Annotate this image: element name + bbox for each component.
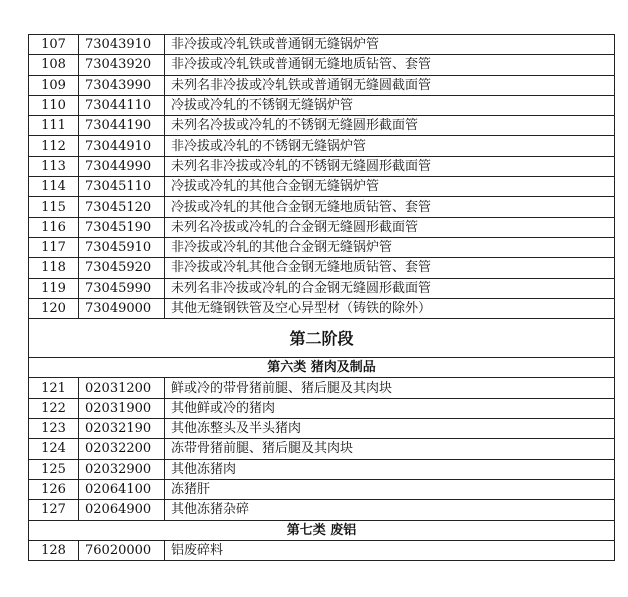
row-number: 114 [29,177,79,197]
goods-description: 非冷拔或冷轧其他合金钢无缝地质钻管、套管 [165,258,615,278]
row-number: 127 [29,500,79,520]
table-row [29,298,615,318]
goods-description: 其他鲜或冷的猪肉 [165,398,615,418]
row-number: 128 [29,540,79,560]
hs-code: 02031200 [79,378,165,398]
goods-description: 其他无缝钢铁管及空心异型材（铸铁的除外） [165,298,615,318]
stage-heading: 第二阶段 [29,319,615,358]
goods-description: 冻猪肝 [165,479,615,499]
hs-code: 02032200 [79,439,165,459]
table-row [29,177,615,197]
goods-description: 非冷拔或冷轧铁或普通钢无缝锅炉管 [165,35,615,55]
table-row [29,439,615,459]
table-row [29,136,615,156]
tariff-table [28,34,615,561]
goods-description: 冻带骨猪前腿、猪后腿及其肉块 [165,439,615,459]
hs-code: 73043920 [79,55,165,75]
hs-code: 73045120 [79,197,165,217]
table-row [29,500,615,520]
row-number: 115 [29,197,79,217]
hs-code: 73044190 [79,116,165,136]
hs-code: 02064900 [79,500,165,520]
hs-code: 02032190 [79,419,165,439]
row-number: 116 [29,217,79,237]
hs-code: 73045910 [79,237,165,257]
table-row [29,237,615,257]
table-row [29,479,615,499]
row-number: 126 [29,479,79,499]
goods-description: 冷拔或冷轧的其他合金钢无缝地质钻管、套管 [165,197,615,217]
table-row [29,156,615,176]
goods-description: 非冷拔或冷轧铁或普通钢无缝地质钻管、套管 [165,55,615,75]
table-row [29,398,615,418]
row-number: 118 [29,258,79,278]
hs-code: 73045990 [79,278,165,298]
row-number: 107 [29,35,79,55]
table-row [29,217,615,237]
table-row [29,278,615,298]
row-number: 111 [29,116,79,136]
table-section-steel-pipes [29,35,615,319]
row-number: 112 [29,136,79,156]
goods-description: 铝废碎料 [165,540,615,560]
hs-code: 02031900 [79,398,165,418]
stage-heading-row [29,319,615,358]
goods-description: 未列名冷拔或冷轧的合金钢无缝圆形截面管 [165,217,615,237]
row-number: 108 [29,55,79,75]
goods-description: 非冷拔或冷轧的其他合金钢无缝锅炉管 [165,237,615,257]
table-section-pork [29,378,615,520]
table-row [29,197,615,217]
hs-code: 73044110 [79,95,165,115]
table-row [29,419,615,439]
category-row [29,520,615,540]
table-section-aluminium [29,540,615,560]
goods-description: 其他冻猪肉 [165,459,615,479]
row-number: 109 [29,75,79,95]
hs-code: 73044990 [79,156,165,176]
table-row [29,116,615,136]
goods-description: 未列名非冷拔或冷轧铁或普通钢无缝圆截面管 [165,75,615,95]
category-heading-pork: 第六类 猪肉及制品 [29,358,615,378]
row-number: 119 [29,278,79,298]
goods-description: 非冷拔或冷轧的不锈钢无缝锅炉管 [165,136,615,156]
table-row [29,378,615,398]
row-number: 122 [29,398,79,418]
hs-code: 76020000 [79,540,165,560]
category-heading-aluminium: 第七类 废铝 [29,520,615,540]
row-number: 124 [29,439,79,459]
table-section-category-7 [29,520,615,540]
row-number: 113 [29,156,79,176]
hs-code: 73045920 [79,258,165,278]
row-number: 121 [29,378,79,398]
hs-code: 02064100 [79,479,165,499]
row-number: 125 [29,459,79,479]
table-row [29,95,615,115]
table-row [29,540,615,560]
hs-code: 02032900 [79,459,165,479]
hs-code: 73044910 [79,136,165,156]
row-number: 123 [29,419,79,439]
hs-code: 73043990 [79,75,165,95]
goods-description: 未列名非冷拔或冷轧的不锈钢无缝圆形截面管 [165,156,615,176]
goods-description: 鲜或冷的带骨猪前腿、猪后腿及其肉块 [165,378,615,398]
goods-description: 其他冻猪杂碎 [165,500,615,520]
table-row [29,258,615,278]
hs-code: 73049000 [79,298,165,318]
goods-description: 未列名非冷拔或冷轧的合金钢无缝圆形截面管 [165,278,615,298]
row-number: 117 [29,237,79,257]
hs-code: 73045190 [79,217,165,237]
hs-code: 73045110 [79,177,165,197]
goods-description: 冷拔或冷轧的不锈钢无缝锅炉管 [165,95,615,115]
table-section-stage [29,319,615,378]
table-row [29,35,615,55]
category-row [29,358,615,378]
table-row [29,459,615,479]
goods-description: 未列名冷拔或冷轧的不锈钢无缝圆形截面管 [165,116,615,136]
table-row [29,55,615,75]
hs-code: 73043910 [79,35,165,55]
goods-description: 冷拔或冷轧的其他合金钢无缝锅炉管 [165,177,615,197]
row-number: 110 [29,95,79,115]
row-number: 120 [29,298,79,318]
goods-description: 其他冻整头及半头猪肉 [165,419,615,439]
table-row [29,75,615,95]
